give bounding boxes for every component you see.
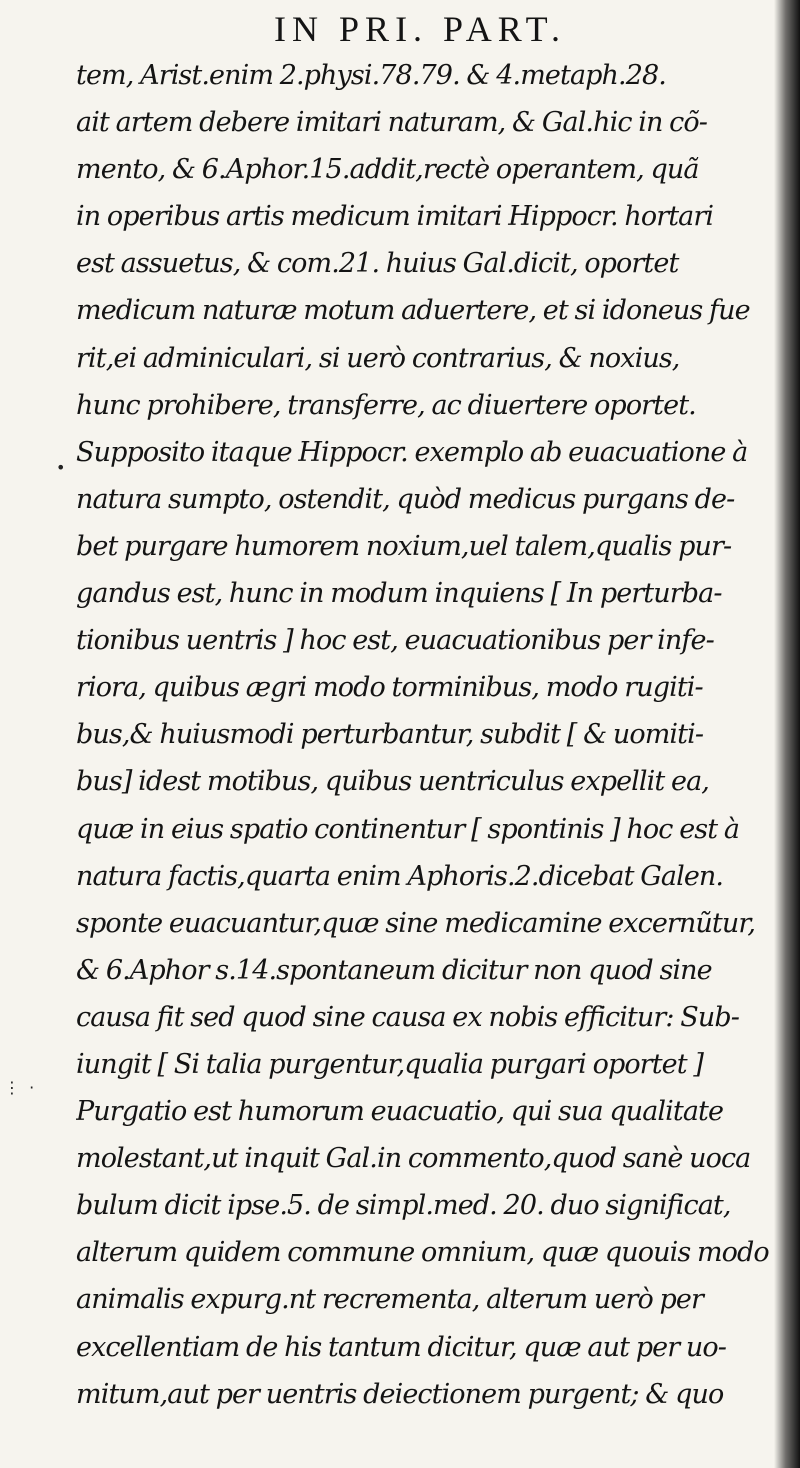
text-line: medicum naturæ motum aduertere, et si idoneus fue — [76, 295, 750, 327]
text-line: tem, Arist.enim 2.physi.78.79. & 4.metaph.28. — [76, 60, 666, 91]
text-line: causa fit sed quod sine causa ex nobis efficitur: Sub- — [76, 1001, 739, 1033]
text-line: hunc prohibere, transferre, ac diuertere oportet. — [76, 389, 696, 421]
text-line: animalis expurg.nt recrementa, alterum uerò per — [76, 1284, 704, 1316]
body-text — [76, 52, 776, 1418]
binding-shadow — [774, 0, 800, 1468]
text-line: mitum,aut per uentris deiectionem purgent; & quo — [76, 1378, 724, 1410]
text-line: bet purgare humorem noxium,uel talem,qualis pur- — [76, 530, 732, 562]
text-line: Purgatio est humorum euacuatio, qui sua qualitate — [76, 1096, 724, 1128]
text-line: bulum dicit ipse.5. de simpl.med. 20. duo significat, — [76, 1190, 731, 1222]
text-line: natura sumpto, ostendit, quòd medicus purgans de- — [76, 483, 735, 515]
text-line: bus] idest motibus, quibus uentriculus expellit ea, — [76, 766, 709, 798]
text-line: natura factis,quarta enim Aphoris.2.dicebat Galen. — [76, 860, 724, 892]
margin-dot-mark: • — [56, 458, 66, 477]
text-line: in operibus artis medicum imitari Hippocr. hortari — [76, 201, 714, 233]
text-line: quæ in eius spatio continentur [ spontinis ] hoc est à — [76, 813, 740, 845]
text-line: bus,& huiusmodi perturbantur, subdit [ & uomiti- — [76, 719, 704, 751]
text-line: mento, & 6.Aphor.15.addit,rectè operantem, quã — [76, 154, 699, 186]
text-line: sponte euacuantur,quæ sine medicamine excernũtur, — [76, 907, 756, 939]
text-line: ait artem debere imitari naturam, & Gal.hic in cõ- — [76, 107, 707, 139]
text-line: gandus est, hunc in modum inquiens [ In perturba- — [76, 578, 722, 610]
text-line: rit,ei adminiculari, si uerò contrarius, & noxius, — [76, 342, 680, 374]
text-line: molestant,ut inquit Gal.in commento,quod sanè uoca — [76, 1143, 751, 1175]
text-line: & 6.Aphor s.14.spontaneum dicitur non quod sine — [76, 954, 712, 986]
text-line: est assuetus, & com.21. huius Gal.dicit, oportet — [76, 248, 679, 280]
text-line: iungit [ Si talia purgentur,qualia purgari oportet ] — [76, 1048, 703, 1080]
text-line: alterum quidem commune omnium, quæ quouis modo — [76, 1237, 769, 1269]
text-line: tionibus uentris ] hoc est, euacuationibus per infe- — [76, 625, 714, 657]
text-line: riora, quibus ægri modo torminibus, modo rugiti- — [76, 672, 703, 704]
text-line: excellentiam de his tantum dicitur, quæ aut per uo- — [76, 1331, 726, 1363]
text-line: Supposito itaque Hippocr. exemplo ab euacuatione à — [76, 436, 748, 468]
running-head: IN PRI. PART. — [274, 9, 566, 49]
margin-dots-mark: ⋮ · — [4, 1078, 37, 1097]
